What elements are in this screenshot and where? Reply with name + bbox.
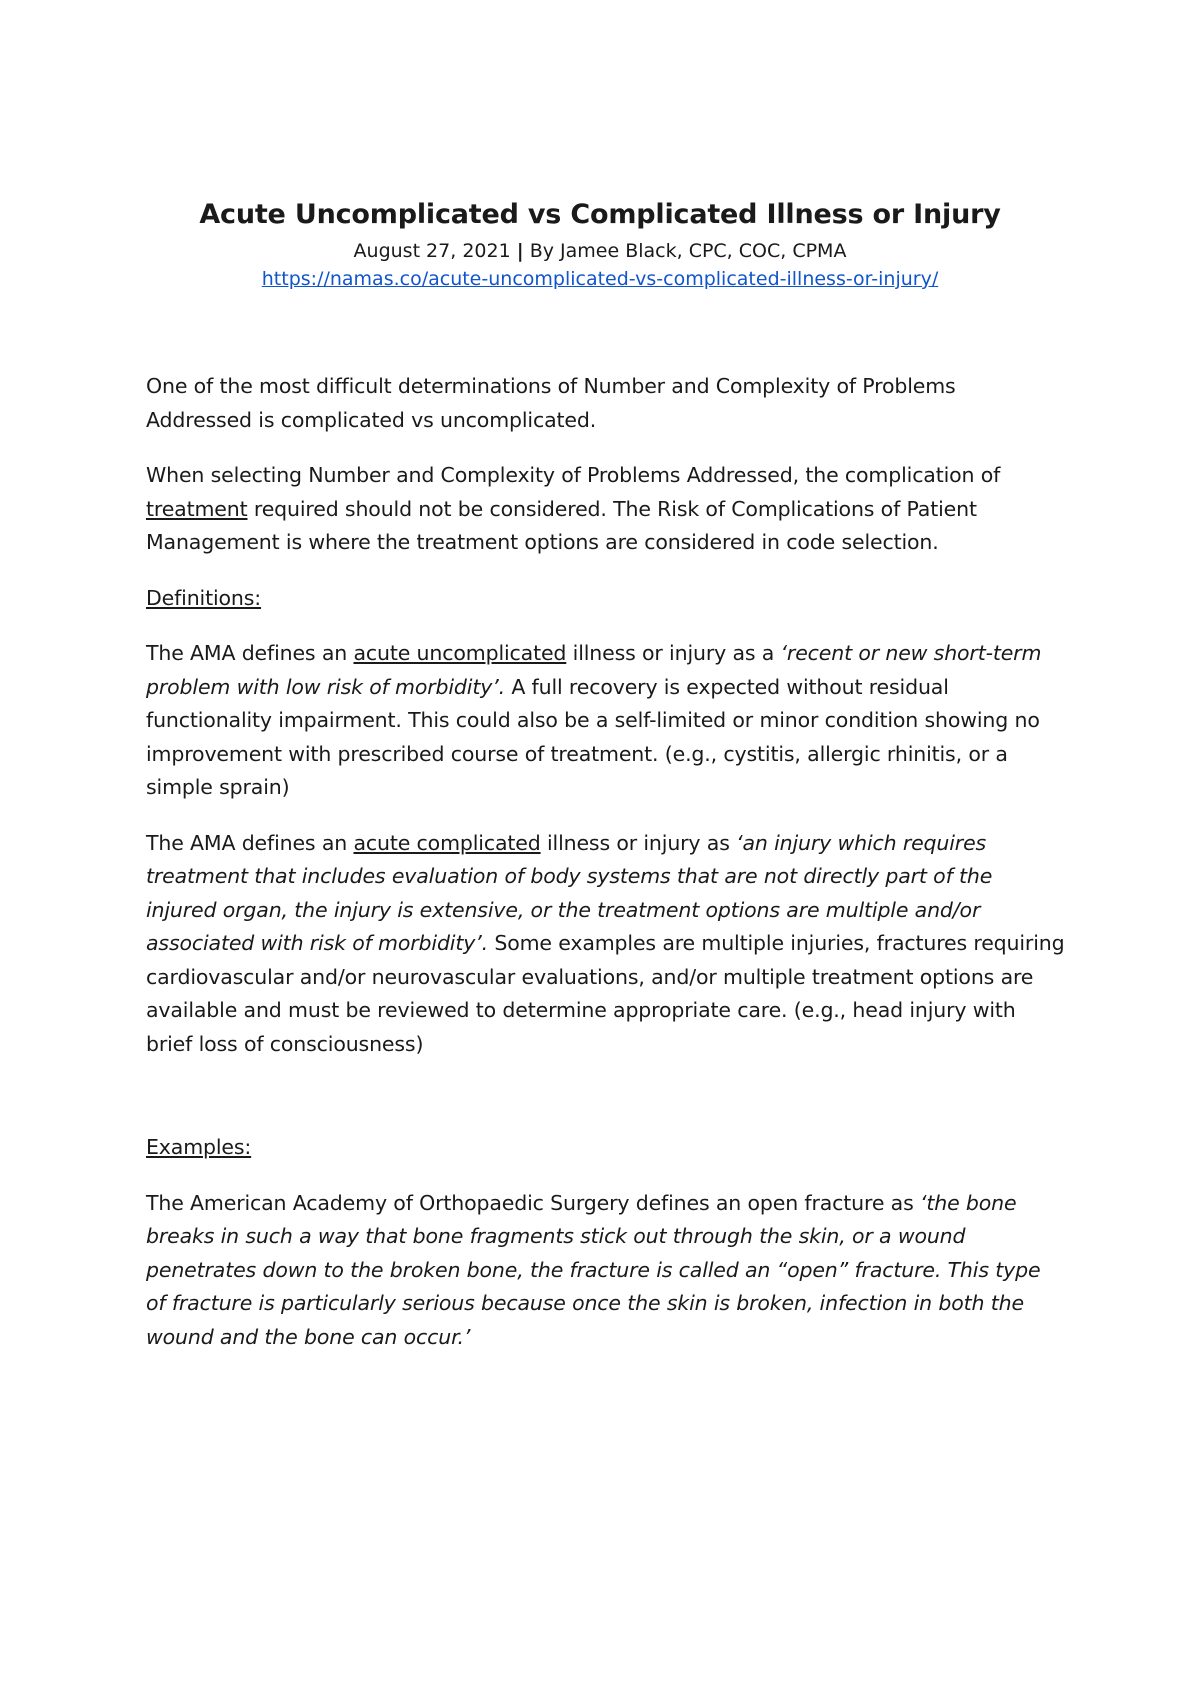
uncomplicated-text-c: A full recovery is expected without residual functionality impairment. This could also be a self-limited or minor condition showing no improvement with prescribed course of treatment. (e.g., cystitis, allergic rhinitis, or a simple sprain) xyxy=(146,674,1040,799)
complicated-text-c: Some examples are multiple injuries, fractures requiring cardiovascular and/or neurovascular evaluations, and/or multiple treatment options are available and must be reviewed to determine appropriate care. (e.g., head injury with brief loss of consciousness) xyxy=(146,931,1065,1056)
source-link[interactable]: https://namas.co/acute-uncomplicated-vs-complicated-illness-or-injury/ xyxy=(261,268,939,290)
byline-separator: | xyxy=(516,240,524,262)
document-body xyxy=(146,370,1066,1376)
definitions-heading: Definitions: xyxy=(146,585,262,610)
uncomplicated-definition-quote: ‘recent or new short-term problem with low risk of morbidity’. xyxy=(146,641,1042,699)
complicated-definition-quote: ‘an injury which requires treatment that includes evaluation of body systems that are not directly part of the injured organ, the injury is extensive, or the treatment options are multiple and/or associated with risk of morbidity’. xyxy=(146,830,993,955)
acute-complicated-paragraph xyxy=(146,827,1066,1062)
uncomplicated-text-b: illness or injury as a xyxy=(566,641,781,665)
document-title: Acute Uncomplicated vs Complicated Illness or Injury xyxy=(199,199,1001,230)
publish-date: August 27, 2021 xyxy=(353,240,511,262)
open-fracture-paragraph xyxy=(146,1187,1066,1355)
intro-paragraph: One of the most difficult determinations of Number and Complexity of Problems Addressed is complicated vs uncomplicated. xyxy=(146,374,956,432)
byline xyxy=(0,237,1200,265)
complicated-text-a: The AMA defines an xyxy=(146,830,354,855)
treatment-underlined: treatment xyxy=(146,496,248,521)
treatment-paragraph xyxy=(146,459,1066,560)
uncomplicated-text-a: The AMA defines an xyxy=(146,641,354,665)
document-header xyxy=(0,195,1200,293)
open-fracture-quote: ‘the bone breaks in such a way that bone fragments stick out through the skin, or a wound penetrates down to the broken bone, the fracture is called an “open” fracture. This type of fracture is particularly serious because once the skin is broken, infection in both the wound and the bone can occur.’ xyxy=(146,1190,1041,1349)
author: By Jamee Black, CPC, COC, CPMA xyxy=(529,240,847,262)
acute-uncomplicated-term: acute uncomplicated xyxy=(353,641,567,665)
treatment-paragraph-text-a: When selecting Number and Complexity of Problems Addressed, the complication of xyxy=(146,463,1001,487)
complicated-text-b: illness or injury as xyxy=(540,830,737,855)
examples-heading: Examples: xyxy=(146,1135,252,1159)
treatment-paragraph-text-b: required should not be considered. The Risk of Complications of Patient Management is where the treatment options are considered in code selection. xyxy=(146,496,977,554)
open-fracture-text-a: The American Academy of Orthopaedic Surgery defines an open fracture as xyxy=(146,1190,920,1215)
acute-complicated-term: acute complicated xyxy=(353,830,541,855)
acute-uncomplicated-paragraph xyxy=(146,637,1066,805)
